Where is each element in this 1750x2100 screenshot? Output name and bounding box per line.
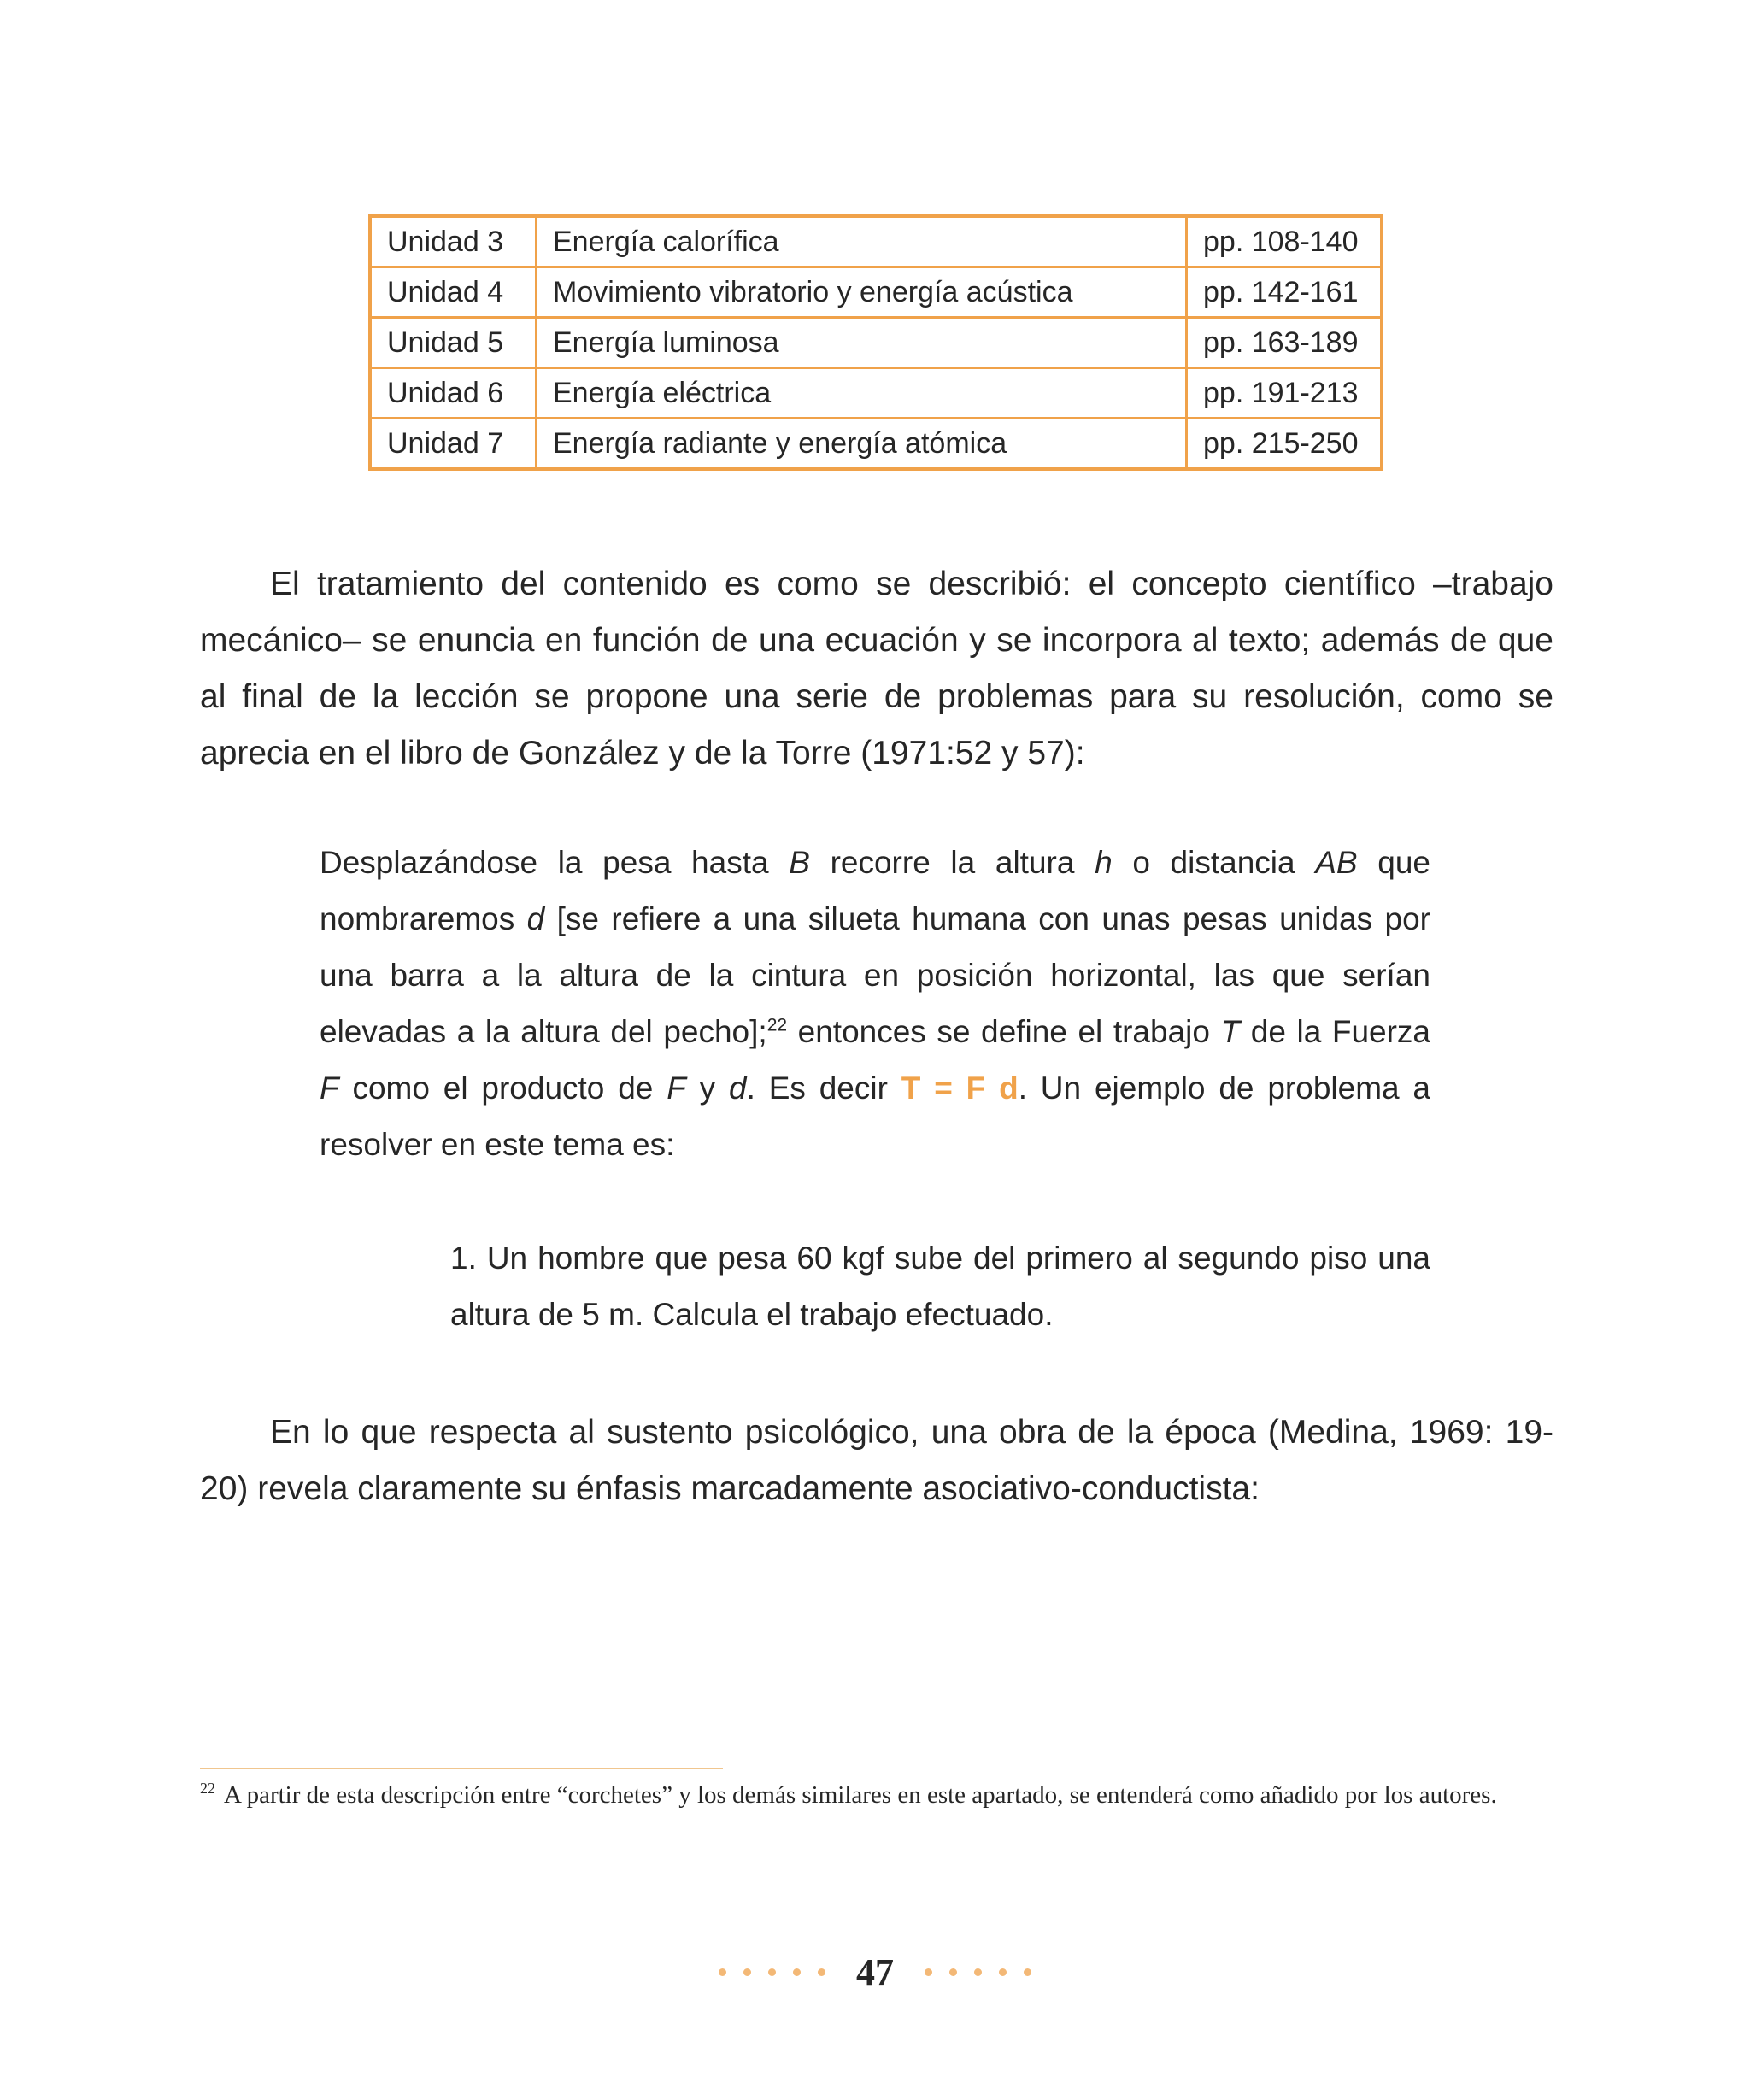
footnote-reference: 22 — [766, 1015, 788, 1035]
dot-ornament — [949, 1968, 957, 1976]
unit-cell: Unidad 5 — [370, 318, 537, 368]
pages-cell: pp. 108-140 — [1187, 216, 1383, 267]
quote-italic: h — [1095, 845, 1113, 880]
quote-italic: F — [320, 1071, 339, 1106]
unit-cell: Unidad 3 — [370, 216, 537, 267]
block-quote — [320, 835, 1430, 1173]
quote-text: [se refiere a una silueta humana con unas pesas unidas por una barra a la altura de la cintura en posición horizontal, las que serían elevadas a la altura del pecho]; — [320, 901, 1430, 1049]
quote-text: . Un ejemplo de problema a resolver en este tema es: — [320, 1071, 1431, 1162]
quote-italic: F — [667, 1071, 686, 1106]
footnote — [200, 1777, 1579, 1813]
footnote-text: A partir de esta descripción entre “corchetes” y los demás similares en este apartado, se entenderá como añadido por los autores. — [224, 1781, 1497, 1809]
quote-italic: d — [526, 901, 545, 936]
pages-cell: pp. 215-250 — [1187, 419, 1383, 470]
dot-ornament — [793, 1968, 801, 1976]
quote-text: . Es decir — [746, 1071, 901, 1106]
formula-highlight: T = F d — [901, 1071, 1019, 1106]
table-row — [370, 267, 1382, 318]
table-row — [370, 368, 1382, 419]
quote-text: como el producto de — [338, 1071, 667, 1106]
pages-cell: pp. 142-161 — [1187, 267, 1383, 318]
unit-cell: Unidad 7 — [370, 419, 537, 470]
quote-italic: B — [789, 845, 810, 880]
quote-text: Desplazándose la pesa hasta — [320, 845, 790, 880]
pages-cell: pp. 163-189 — [1187, 318, 1383, 368]
table-row — [370, 419, 1382, 470]
quote-italic: d — [729, 1071, 747, 1106]
page-footer — [0, 1946, 1750, 1997]
table-row — [370, 318, 1382, 368]
topic-cell: Energía eléctrica — [537, 368, 1187, 419]
problem-statement: 1. Un hombre que pesa 60 kgf sube del primero al segundo piso una altura de 5 m. Calcula el trabajo efectuado. — [450, 1241, 1430, 1332]
quote-text: o distancia — [1112, 845, 1316, 880]
dot-ornament — [925, 1968, 932, 1976]
page-number: 47 — [856, 1950, 894, 1993]
body-paragraph-1: El tratamiento del contenido es como se describió: el concepto científico –trabajo mecánico– se enuncia en función de una ecuación y se incorpora al texto; además de que al final de la lección se propone una serie de problemas para su resolución, como se aprecia en el libro de González y de la Torre (1971:52 y 57): — [200, 566, 1553, 771]
dot-ornament — [768, 1968, 776, 1976]
quote-italic: AB — [1315, 845, 1358, 880]
pages-cell: pp. 191-213 — [1187, 368, 1383, 419]
body-paragraph-2: En lo que respecta al sustento psicológico, una obra de la época (Medina, 1969: 19-20) revela claramente su énfasis marcadamente asociativo-conductista: — [200, 1414, 1553, 1507]
footnote-number: 22 — [200, 1780, 215, 1798]
dot-ornament — [743, 1968, 751, 1976]
units-table — [368, 214, 1383, 471]
unit-cell: Unidad 6 — [370, 368, 537, 419]
quote-italic: T — [1220, 1014, 1241, 1049]
unit-cell: Unidad 4 — [370, 267, 537, 318]
quote-text: recorre la altura — [809, 845, 1095, 880]
dot-ornament — [719, 1968, 726, 1976]
topic-cell: Energía calorífica — [537, 216, 1187, 267]
units-table-body — [370, 216, 1382, 469]
quote-text: entonces se define el trabajo — [787, 1014, 1221, 1049]
quote-text: y — [685, 1071, 730, 1106]
quote-text: de la Fuerza — [1240, 1014, 1431, 1049]
footnote-divider — [200, 1768, 723, 1769]
dot-ornament — [1024, 1968, 1031, 1976]
dot-ornament — [974, 1968, 982, 1976]
topic-cell: Movimiento vibratorio y energía acústica — [537, 267, 1187, 318]
dot-ornament — [818, 1968, 825, 1976]
topic-cell: Energía radiante y energía atómica — [537, 419, 1187, 470]
left-dot-leader — [719, 1968, 825, 1976]
dot-ornament — [999, 1968, 1007, 1976]
topic-cell: Energía luminosa — [537, 318, 1187, 368]
table-row — [370, 216, 1382, 267]
right-dot-leader — [925, 1968, 1031, 1976]
quote-text: que nombraremos — [320, 845, 1430, 936]
